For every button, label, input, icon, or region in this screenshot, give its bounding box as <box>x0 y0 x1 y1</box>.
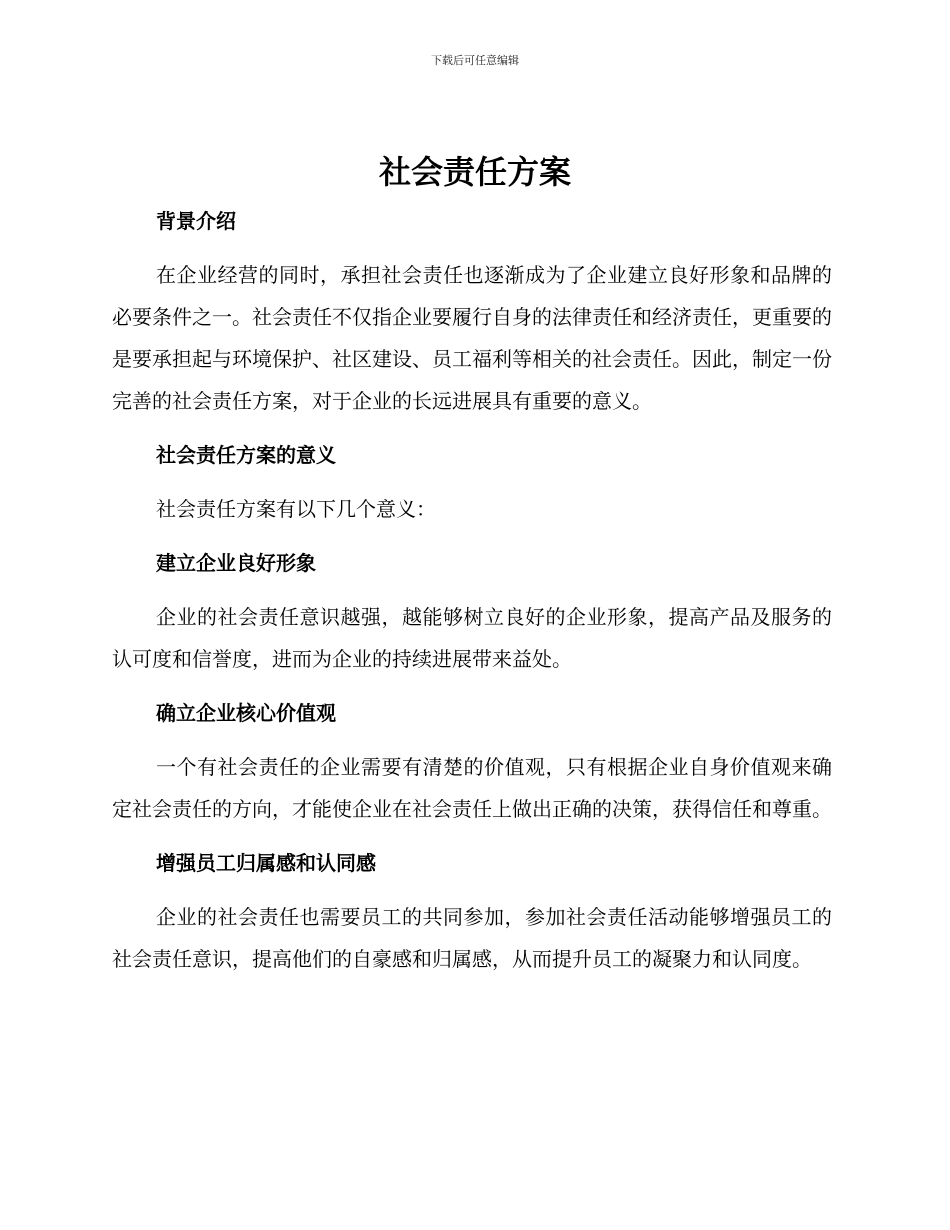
document-title: 社会责任方案 <box>378 153 571 191</box>
section-significance <box>112 434 832 530</box>
section-paragraph: 企业的社会责任意识越强，越能够树立良好的企业形象，提高产品及服务的认可度和信誉度，进而为企业的持续进展带来益处。 <box>112 605 832 671</box>
section-core-values <box>112 692 832 830</box>
section-heading: 建立企业良好形象 <box>156 551 316 575</box>
section-paragraph: 一个有社会责任的企业需要有清楚的价值观，只有根据企业自身价值观来确定社会责任的方向，才能使企业在社会责任上做出正确的决策，获得信任和尊重。 <box>112 755 832 821</box>
section-employee-belonging <box>112 842 832 980</box>
section-heading: 社会责任方案的意义 <box>156 443 336 467</box>
section-heading: 确立企业核心价值观 <box>156 701 336 725</box>
section-background <box>112 200 832 422</box>
section-heading: 增强员工归属感和认同感 <box>156 851 376 875</box>
section-good-image <box>112 542 832 680</box>
section-paragraph: 在企业经营的同时，承担社会责任也逐渐成为了企业建立良好形象和品牌的必要条件之一。社会责任不仅指企业要履行自身的法律责任和经济责任，更重要的是要承担起与环境保护、社区建设、员工福利等相关的社会责任。因此，制定一份完善的社会责任方案，对于企业的长远进展具有重要的意义。 <box>112 263 832 413</box>
section-heading: 背景介绍 <box>156 209 236 233</box>
header-note: 下载后可任意编辑 <box>431 54 519 67</box>
section-paragraph: 社会责任方案有以下几个意义： <box>156 497 436 521</box>
document-body <box>112 200 832 980</box>
section-paragraph: 企业的社会责任也需要员工的共同参加，参加社会责任活动能够增强员工的社会责任意识，提高他们的自豪感和归属感，从而提升员工的凝聚力和认同度。 <box>112 905 832 971</box>
